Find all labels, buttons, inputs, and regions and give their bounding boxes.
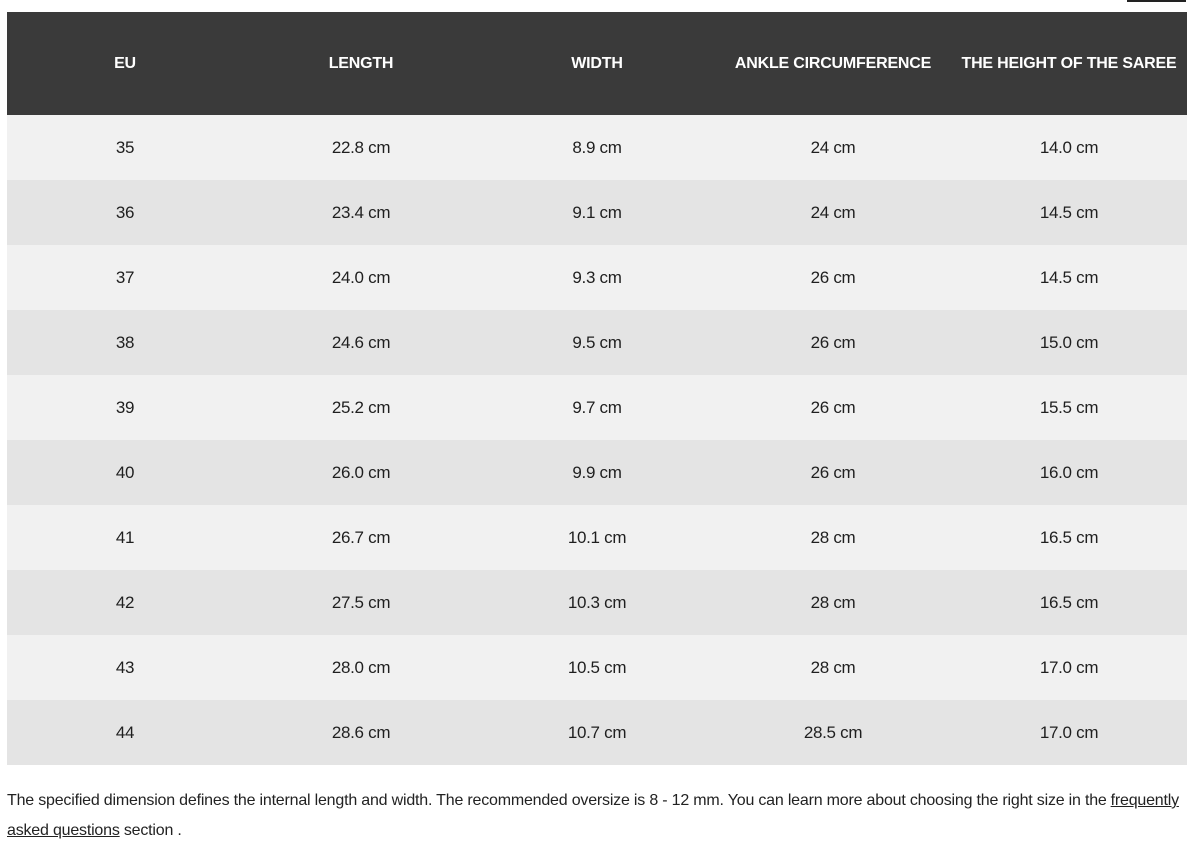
- cell-saree-height: 17.0 cm: [1039, 657, 1099, 677]
- cell-eu: 43: [115, 657, 135, 677]
- cell-eu: 38: [115, 332, 135, 352]
- cell-width: 10.5 cm: [567, 657, 627, 677]
- table-row: [7, 570, 1187, 635]
- cell-ankle-circumference: 28 cm: [810, 592, 856, 612]
- table-row: [7, 180, 1187, 245]
- cell-ankle-circumference: 26 cm: [810, 462, 856, 482]
- cell-saree-height: 16.5 cm: [1039, 527, 1099, 547]
- top-divider: [1127, 0, 1186, 2]
- cell-eu: 39: [115, 397, 135, 417]
- cell-length: 24.0 cm: [331, 267, 391, 287]
- cell-length: 25.2 cm: [331, 397, 391, 417]
- cell-length: 24.6 cm: [331, 332, 391, 352]
- cell-saree-height: 14.0 cm: [1039, 137, 1099, 157]
- cell-length: 26.0 cm: [331, 462, 391, 482]
- cell-length: 28.0 cm: [331, 657, 391, 677]
- table-header: [7, 12, 1187, 115]
- cell-eu: 37: [115, 267, 135, 287]
- cell-width: 9.5 cm: [572, 332, 622, 352]
- cell-width: 9.3 cm: [572, 267, 622, 287]
- header-saree-height: THE HEIGHT OF THE SAREE: [961, 54, 1177, 72]
- cell-width: 10.3 cm: [567, 592, 627, 612]
- cell-eu: 41: [115, 527, 135, 547]
- table-row: [7, 440, 1187, 505]
- cell-saree-height: 15.5 cm: [1039, 397, 1099, 417]
- cell-ankle-circumference: 26 cm: [810, 332, 856, 352]
- cell-eu: 36: [115, 202, 135, 222]
- table-body: [7, 115, 1187, 765]
- cell-width: 9.9 cm: [572, 462, 622, 482]
- cell-ankle-circumference: 28 cm: [810, 527, 856, 547]
- header-width: WIDTH: [571, 54, 623, 72]
- header-ankle-circumference: ANKLE CIRCUMFERENCE: [734, 54, 932, 72]
- cell-saree-height: 17.0 cm: [1039, 722, 1099, 742]
- cell-saree-height: 16.0 cm: [1039, 462, 1099, 482]
- header-length: LENGTH: [328, 54, 394, 72]
- cell-width: 8.9 cm: [572, 137, 622, 157]
- header-row: [7, 12, 1187, 115]
- cell-ankle-circumference: 26 cm: [810, 397, 856, 417]
- cell-ankle-circumference: 28.5 cm: [803, 722, 863, 742]
- cell-width: 10.7 cm: [567, 722, 627, 742]
- cell-ankle-circumference: 24 cm: [810, 202, 856, 222]
- cell-length: 26.7 cm: [331, 527, 391, 547]
- cell-eu: 40: [115, 462, 135, 482]
- cell-length: 28.6 cm: [331, 722, 391, 742]
- note-text-end: section .: [119, 822, 182, 839]
- cell-width: 10.1 cm: [567, 527, 627, 547]
- table-row: [7, 375, 1187, 440]
- cell-saree-height: 14.5 cm: [1039, 202, 1099, 222]
- cell-length: 22.8 cm: [331, 137, 391, 157]
- faq-link[interactable]: frequently asked questions: [7, 792, 1179, 839]
- cell-width: 9.7 cm: [572, 397, 622, 417]
- cell-eu: 35: [115, 137, 135, 157]
- table-row: [7, 700, 1187, 765]
- cell-saree-height: 14.5 cm: [1039, 267, 1099, 287]
- cell-ankle-circumference: 26 cm: [810, 267, 856, 287]
- size-note: [7, 786, 1192, 846]
- cell-ankle-circumference: 28 cm: [810, 657, 856, 677]
- cell-saree-height: 16.5 cm: [1039, 592, 1099, 612]
- table-row: [7, 115, 1187, 180]
- cell-eu: 44: [115, 722, 135, 742]
- cell-length: 23.4 cm: [331, 202, 391, 222]
- table-row: [7, 635, 1187, 700]
- table-row: [7, 245, 1187, 310]
- cell-length: 27.5 cm: [331, 592, 391, 612]
- cell-width: 9.1 cm: [572, 202, 622, 222]
- cell-ankle-circumference: 24 cm: [810, 137, 856, 157]
- note-text: The specified dimension defines the internal length and width. The recommended oversize is 8 - 12 mm. You can learn more about choosing the right size in the: [7, 792, 1107, 809]
- cell-saree-height: 15.0 cm: [1039, 332, 1099, 352]
- table-row: [7, 505, 1187, 570]
- table-row: [7, 310, 1187, 375]
- cell-eu: 42: [115, 592, 135, 612]
- header-eu: EU: [114, 54, 136, 72]
- size-chart-table: [7, 12, 1187, 765]
